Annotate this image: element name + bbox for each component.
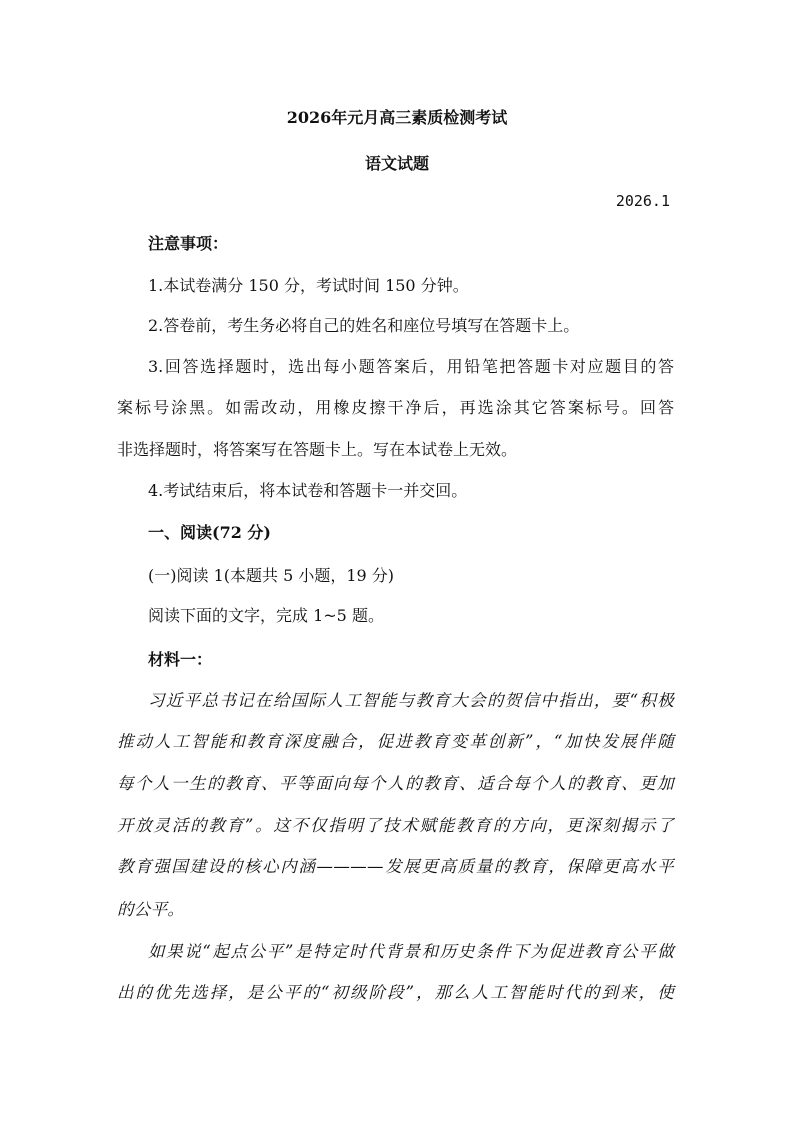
material-heading: 材料一： [148, 650, 213, 669]
passage-line: 如果说“起点公平”是特定时代背景和历史条件下为促进教育公平做 [148, 942, 674, 961]
subsection-heading: (一)阅读 1(本题共 5 小题，19 分) [148, 566, 395, 585]
passage-line: 教育强国建设的核心内涵————发展更高质量的教育，保障更高水平 [117, 857, 674, 876]
section-heading: 一、阅读(72 分) [148, 523, 271, 542]
notice-item-1: 1.本试卷满分 150 分，考试时间 150 分钟。 [148, 276, 469, 295]
passage-line: 每个人一生的教育、平等面向每个人的教育、适合每个人的教育、更加 [117, 774, 674, 793]
exam-subtitle: 语文试题 [364, 154, 429, 173]
passage-line: 出的优先选择，是公平的“初级阶段”，那么人工智能时代的到来，使 [117, 983, 674, 1002]
passage-line: 开放灵活的教育”。这不仅指明了技术赋能教育的方向，更深刻揭示了 [117, 816, 674, 835]
notice-item-3-line-3: 非选择题时，将答案写在答题卡上。写在本试卷上无效。 [117, 440, 518, 459]
passage-line: 习近平总书记在给国际人工智能与教育大会的贺信中指出，要“积极 [148, 691, 674, 710]
notice-item-3-line-2: 案标号涂黑。如需改动，用橡皮擦干净后，再选涂其它答案标号。回答 [117, 398, 674, 417]
notice-item-4: 4.考试结束后，将本试卷和答题卡一并交回。 [148, 481, 468, 500]
exam-date: 2026.1 [615, 192, 670, 210]
notice-item-3-line-1: 3.回答选择题时，选出每小题答案后，用铅笔把答题卡对应题目的答 [148, 357, 674, 376]
reading-instruction: 阅读下面的文字，完成 1~5 题。 [148, 606, 384, 625]
passage-line: 的公平。 [117, 900, 185, 919]
notice-heading: 注意事项： [148, 234, 229, 253]
notice-item-2: 2.答卷前，考生务必将自己的姓名和座位号填写在答题卡上。 [148, 316, 580, 335]
exam-title: 2026年元月高三素质检测考试 [286, 108, 508, 127]
passage-line: 推动人工智能和教育深度融合，促进教育变革创新”，“加快发展伴随 [117, 732, 674, 751]
